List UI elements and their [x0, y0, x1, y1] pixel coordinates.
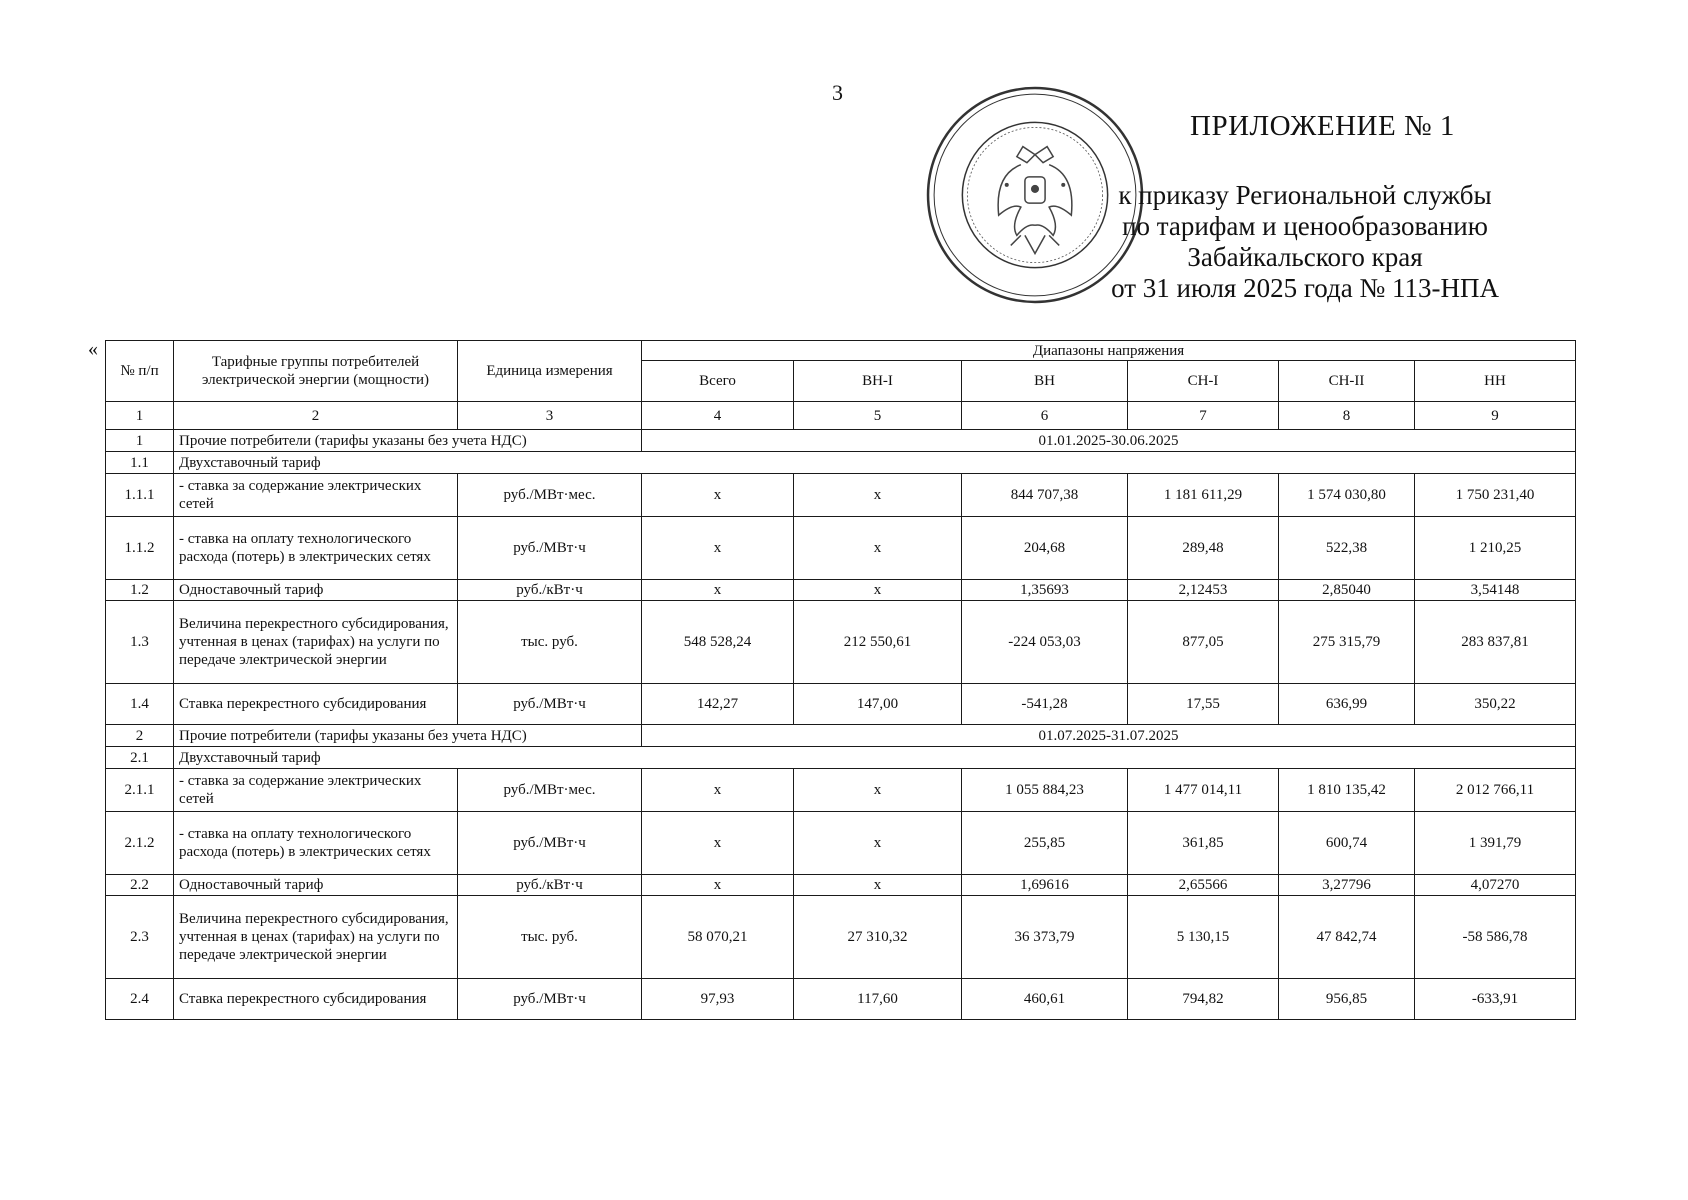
row-unit: руб./МВт·мес. — [458, 474, 642, 517]
row-value: х — [794, 875, 962, 896]
row-num: 1.4 — [106, 684, 174, 725]
header-range: ВН — [962, 361, 1128, 402]
section-period: 01.07.2025-31.07.2025 — [642, 725, 1576, 747]
row-unit: руб./МВт·ч — [458, 517, 642, 580]
row-value: 255,85 — [962, 812, 1128, 875]
section-title: Прочие потребители (тарифы указаны без учета НДС) — [174, 725, 642, 747]
row-num: 2.3 — [106, 896, 174, 979]
row-value: 142,27 — [642, 684, 794, 725]
row-value: 548 528,24 — [642, 601, 794, 684]
row-value: 350,22 — [1415, 684, 1576, 725]
column-number: 8 — [1279, 402, 1415, 430]
header-range: ВН-I — [794, 361, 962, 402]
row-value: 1 477 014,11 — [1128, 769, 1279, 812]
table-row — [106, 684, 1576, 725]
row-unit: руб./кВт·ч — [458, 875, 642, 896]
row-value: 4,07270 — [1415, 875, 1576, 896]
row-value: 636,99 — [1279, 684, 1415, 725]
row-value: 1 750 231,40 — [1415, 474, 1576, 517]
row-name: Величина перекрестного субсидирования, учтенная в ценах (тарифах) на услуги по передаче электрической энергии — [174, 601, 458, 684]
row-value: 1 574 030,80 — [1279, 474, 1415, 517]
row-value: 877,05 — [1128, 601, 1279, 684]
row-value: 844 707,38 — [962, 474, 1128, 517]
subsection-title: Двухставочный тариф — [174, 747, 1576, 769]
row-value: х — [642, 812, 794, 875]
section-row — [106, 725, 1576, 747]
row-value: х — [794, 812, 962, 875]
section-num: 1 — [106, 430, 174, 452]
row-value: 1 210,25 — [1415, 517, 1576, 580]
column-number: 5 — [794, 402, 962, 430]
row-value: 794,82 — [1128, 979, 1279, 1020]
row-value: 17,55 — [1128, 684, 1279, 725]
column-number-row — [106, 402, 1576, 430]
row-name: Величина перекрестного субсидирования, учтенная в ценах (тарифах) на услуги по передаче электрической энергии — [174, 896, 458, 979]
header-range: СН-I — [1128, 361, 1279, 402]
column-number: 6 — [962, 402, 1128, 430]
header-group: Тарифные группы потребителей электрической энергии (мощности) — [174, 341, 458, 402]
section-title: Прочие потребители (тарифы указаны без учета НДС) — [174, 430, 642, 452]
row-value: х — [794, 517, 962, 580]
table-row — [106, 979, 1576, 1020]
row-value: 1 055 884,23 — [962, 769, 1128, 812]
subsection-num: 1.1 — [106, 452, 174, 474]
row-value: 3,54148 — [1415, 580, 1576, 601]
row-value: 147,00 — [794, 684, 962, 725]
column-number: 4 — [642, 402, 794, 430]
page-number: 3 — [832, 80, 843, 105]
order-ref-line: от 31 июля 2025 года № 113-НПА — [1111, 273, 1499, 303]
order-ref-line: по тарифам и ценообразованию — [1122, 211, 1488, 241]
row-name: Ставка перекрестного субсидирования — [174, 684, 458, 725]
row-unit: руб./МВт·ч — [458, 979, 642, 1020]
row-num: 2.4 — [106, 979, 174, 1020]
row-unit: руб./МВт·мес. — [458, 769, 642, 812]
row-value: х — [642, 769, 794, 812]
row-name: Одноставочный тариф — [174, 875, 458, 896]
row-value: -633,91 — [1415, 979, 1576, 1020]
tariff-table — [105, 340, 1576, 1020]
row-unit: руб./МВт·ч — [458, 812, 642, 875]
table-row — [106, 517, 1576, 580]
row-value: 212 550,61 — [794, 601, 962, 684]
row-value: 1,35693 — [962, 580, 1128, 601]
subsection-row — [106, 452, 1576, 474]
row-value: -541,28 — [962, 684, 1128, 725]
order-ref-line: Забайкальского края — [1187, 242, 1423, 272]
row-unit: руб./МВт·ч — [458, 684, 642, 725]
row-num: 1.2 — [106, 580, 174, 601]
row-num: 2.1.2 — [106, 812, 174, 875]
header-row — [106, 341, 1576, 361]
row-value: 2,85040 — [1279, 580, 1415, 601]
row-value: 522,38 — [1279, 517, 1415, 580]
header-unit: Единица измерения — [458, 341, 642, 402]
table-row — [106, 875, 1576, 896]
subsection-row — [106, 747, 1576, 769]
row-unit: руб./кВт·ч — [458, 580, 642, 601]
row-value: 117,60 — [794, 979, 962, 1020]
order-reference — [1095, 180, 1515, 304]
row-unit: тыс. руб. — [458, 601, 642, 684]
row-value: 2 012 766,11 — [1415, 769, 1576, 812]
header-range: НН — [1415, 361, 1576, 402]
row-value: 275 315,79 — [1279, 601, 1415, 684]
row-value: 58 070,21 — [642, 896, 794, 979]
column-number: 9 — [1415, 402, 1576, 430]
table-row — [106, 812, 1576, 875]
row-value: 27 310,32 — [794, 896, 962, 979]
row-value: 1,69616 — [962, 875, 1128, 896]
row-value: 283 837,81 — [1415, 601, 1576, 684]
row-value: х — [642, 875, 794, 896]
row-value: 361,85 — [1128, 812, 1279, 875]
row-name: Ставка перекрестного субсидирования — [174, 979, 458, 1020]
row-value: 204,68 — [962, 517, 1128, 580]
section-num: 2 — [106, 725, 174, 747]
row-value: -224 053,03 — [962, 601, 1128, 684]
header-range: Всего — [642, 361, 794, 402]
section-period: 01.01.2025-30.06.2025 — [642, 430, 1576, 452]
row-num: 1.1.2 — [106, 517, 174, 580]
row-value: 956,85 — [1279, 979, 1415, 1020]
column-number: 7 — [1128, 402, 1279, 430]
row-value: х — [642, 517, 794, 580]
row-name: - ставка за содержание электрических сетей — [174, 769, 458, 812]
row-value: 1 391,79 — [1415, 812, 1576, 875]
row-num: 2.2 — [106, 875, 174, 896]
row-value: х — [794, 474, 962, 517]
opening-quote: « — [88, 338, 98, 360]
table-row — [106, 474, 1576, 517]
column-number: 1 — [106, 402, 174, 430]
row-value: 3,27796 — [1279, 875, 1415, 896]
row-name: Одноставочный тариф — [174, 580, 458, 601]
row-value: 600,74 — [1279, 812, 1415, 875]
column-number: 3 — [458, 402, 642, 430]
section-row — [106, 430, 1576, 452]
row-value: х — [794, 769, 962, 812]
row-value: -58 586,78 — [1415, 896, 1576, 979]
header-range: СН-II — [1279, 361, 1415, 402]
subsection-num: 2.1 — [106, 747, 174, 769]
row-name: - ставка на оплату технологического расхода (потерь) в электрических сетях — [174, 517, 458, 580]
row-value: х — [794, 580, 962, 601]
row-num: 2.1.1 — [106, 769, 174, 812]
row-num: 1.3 — [106, 601, 174, 684]
appendix-title: ПРИЛОЖЕНИЕ № 1 — [1190, 110, 1455, 142]
row-value: 460,61 — [962, 979, 1128, 1020]
table-row — [106, 580, 1576, 601]
header-voltage: Диапазоны напряжения — [642, 341, 1576, 361]
row-value: 97,93 — [642, 979, 794, 1020]
row-value: х — [642, 474, 794, 517]
column-number: 2 — [174, 402, 458, 430]
row-name: - ставка за содержание электрических сетей — [174, 474, 458, 517]
row-value: х — [642, 580, 794, 601]
table-row — [106, 769, 1576, 812]
header-num: № п/п — [106, 341, 174, 402]
row-unit: тыс. руб. — [458, 896, 642, 979]
row-value: 2,65566 — [1128, 875, 1279, 896]
row-value: 1 810 135,42 — [1279, 769, 1415, 812]
row-value: 5 130,15 — [1128, 896, 1279, 979]
row-value: 47 842,74 — [1279, 896, 1415, 979]
row-num: 1.1.1 — [106, 474, 174, 517]
row-value: 36 373,79 — [962, 896, 1128, 979]
row-value: 289,48 — [1128, 517, 1279, 580]
subsection-title: Двухставочный тариф — [174, 452, 1576, 474]
table-row — [106, 896, 1576, 979]
row-value: 1 181 611,29 — [1128, 474, 1279, 517]
table-row — [106, 601, 1576, 684]
order-ref-line: к приказу Региональной службы — [1118, 180, 1492, 210]
row-value: 2,12453 — [1128, 580, 1279, 601]
row-name: - ставка на оплату технологического расхода (потерь) в электрических сетях — [174, 812, 458, 875]
